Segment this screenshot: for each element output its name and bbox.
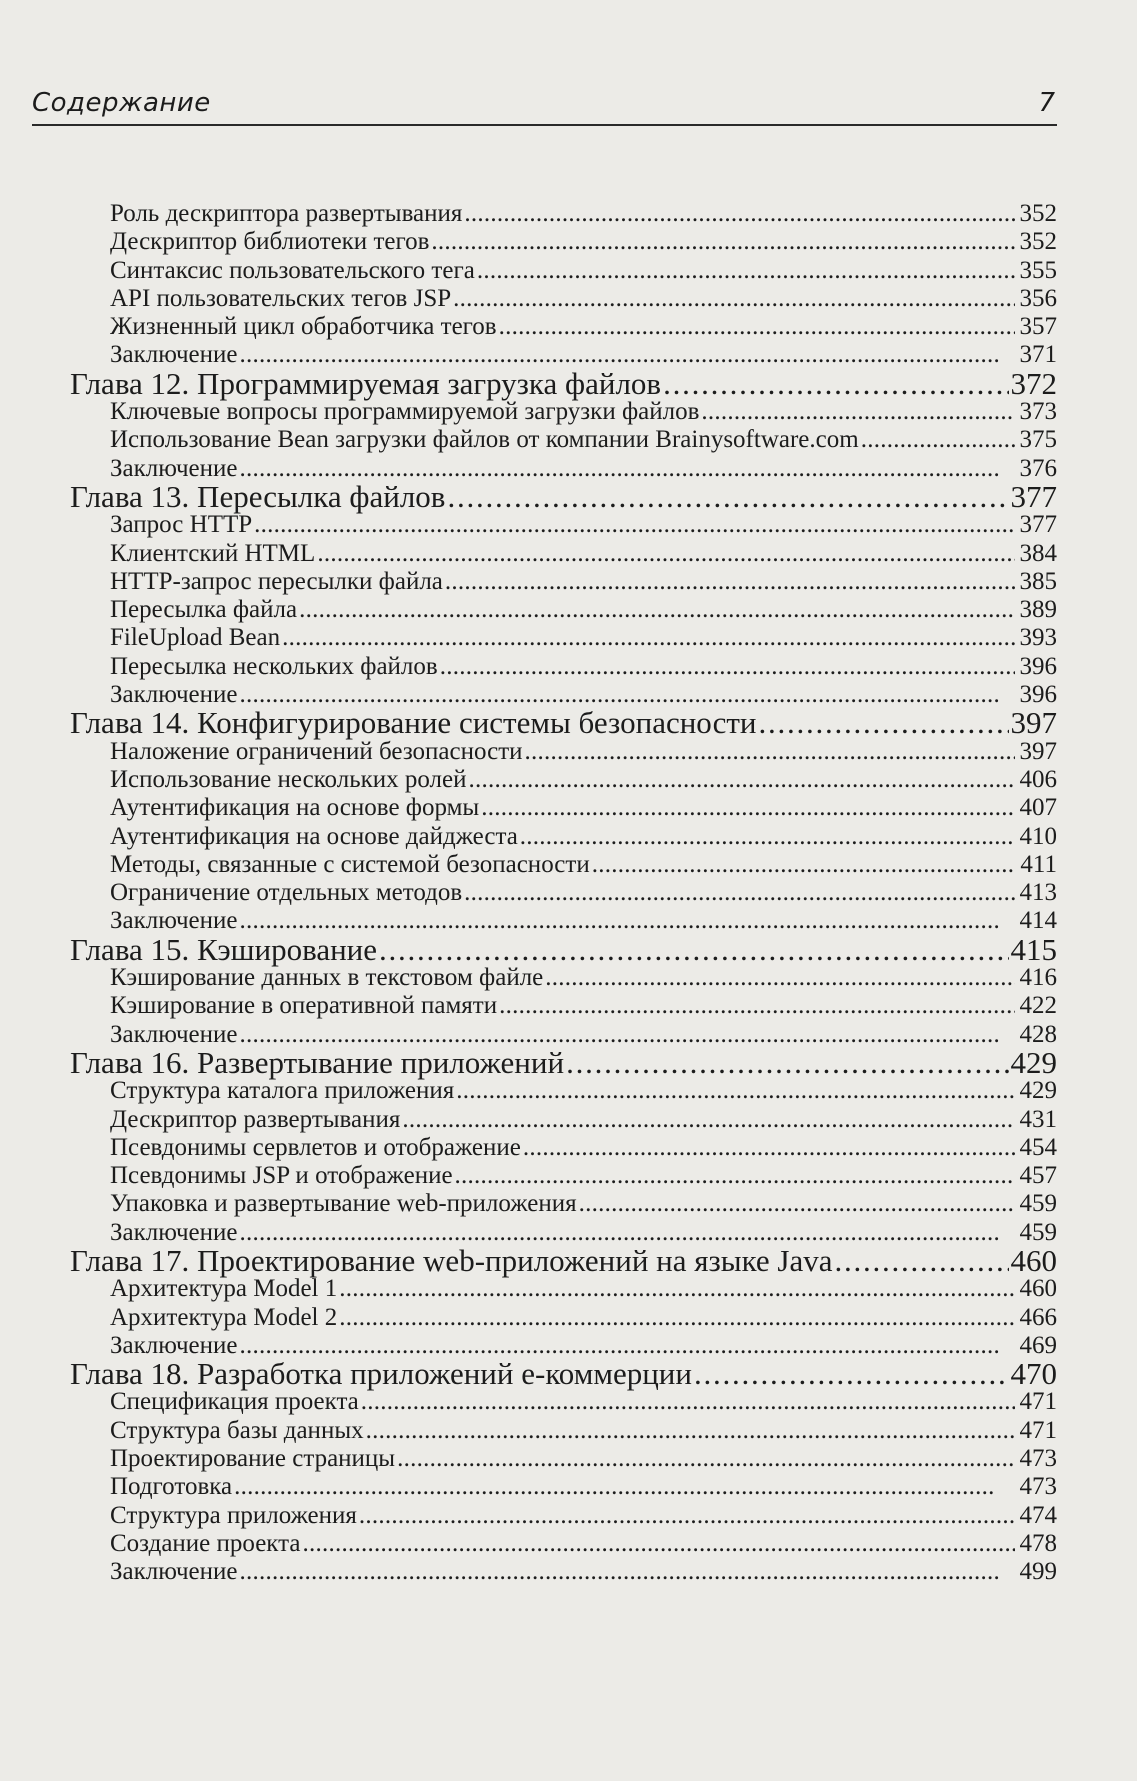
page-ref: 459 xyxy=(1019,1190,1057,1218)
toc-chapter-entry xyxy=(70,478,1057,514)
toc-section-entry xyxy=(70,257,1057,285)
toc-section-entry xyxy=(70,624,1057,652)
section-title: Заключение xyxy=(110,1558,238,1586)
dot-leader xyxy=(302,1530,1015,1558)
page-ref: 428 xyxy=(1019,1020,1057,1048)
dot-leader xyxy=(861,426,1015,454)
section-title: Структура приложения xyxy=(110,1501,357,1529)
dot-leader xyxy=(701,398,1015,426)
toc-section-entry xyxy=(70,1558,1057,1586)
section-title: Структура базы данных xyxy=(110,1416,364,1444)
toc-section-entry xyxy=(70,1388,1057,1416)
toc-section-entry xyxy=(70,794,1057,822)
section-title: API пользовательских тегов JSP xyxy=(110,284,452,312)
toc-chapter-entry xyxy=(70,365,1057,401)
dot-leader xyxy=(440,653,1015,681)
section-title: Аутентификация на основе формы xyxy=(110,794,480,822)
section-title: Заключение xyxy=(110,341,238,369)
toc-chapter-entry xyxy=(70,931,1057,967)
dot-leader xyxy=(545,964,1015,992)
page-ref: 422 xyxy=(1019,992,1057,1020)
dot-leader xyxy=(566,1049,1008,1077)
page-ref: 397 xyxy=(1010,705,1057,741)
toc-section-entry xyxy=(70,540,1057,568)
page-ref: 460 xyxy=(1019,1275,1057,1303)
running-title: Содержание xyxy=(32,88,211,118)
dot-leader xyxy=(520,823,1015,851)
dot-leader xyxy=(379,936,1008,964)
page-ref: 410 xyxy=(1019,822,1057,850)
toc-section-entry xyxy=(70,1530,1057,1558)
page-ref: 384 xyxy=(1019,539,1057,567)
dot-leader xyxy=(592,851,1015,879)
page-ref: 375 xyxy=(1019,426,1057,454)
page-ref: 393 xyxy=(1019,624,1057,652)
section-title: Ключевые вопросы программируемой загрузки файлов xyxy=(110,398,700,426)
page-ref: 352 xyxy=(1019,228,1057,256)
section-title: Заключение xyxy=(110,1218,238,1246)
page-ref: 471 xyxy=(1019,1416,1057,1444)
dot-leader xyxy=(361,1388,1015,1416)
dot-leader xyxy=(339,1304,1015,1332)
section-title: Использование нескольких ролей xyxy=(110,765,467,793)
toc-section-entry xyxy=(70,964,1057,992)
dot-leader xyxy=(455,1162,1015,1190)
toc-chapter-entry xyxy=(70,1242,1057,1278)
page-ref: 356 xyxy=(1019,284,1057,312)
toc-section-entry xyxy=(70,1275,1057,1303)
page-ref: 406 xyxy=(1019,765,1057,793)
dot-leader xyxy=(447,483,1008,511)
page-ref: 372 xyxy=(1010,365,1057,401)
toc-section-entry xyxy=(70,1106,1057,1134)
dot-leader xyxy=(299,596,1015,624)
section-title: Создание проекта xyxy=(110,1529,301,1557)
section-title: Ограничение отдельных методов xyxy=(110,879,463,907)
page-number: 7 xyxy=(1038,88,1055,118)
chapter-title: Глава 16. Развертывание приложений xyxy=(70,1044,565,1080)
page-ref: 357 xyxy=(1019,313,1057,341)
section-title: Заключение xyxy=(110,1331,238,1359)
toc-section-entry xyxy=(70,1473,1057,1501)
dot-leader xyxy=(469,766,1016,794)
page-ref: 499 xyxy=(1019,1558,1057,1586)
dot-leader xyxy=(397,1445,1015,1473)
toc-section-entry xyxy=(70,738,1057,766)
toc-section-entry xyxy=(70,653,1057,681)
page-ref: 478 xyxy=(1019,1529,1057,1557)
toc-section-entry xyxy=(70,200,1057,228)
chapter-title: Глава 12. Программируемая загрузка файлов xyxy=(70,365,662,401)
section-title: Аутентификация на основе дайджеста xyxy=(110,822,518,850)
page-ref: 459 xyxy=(1019,1218,1057,1246)
section-title: Пересылка нескольких файлов xyxy=(110,652,438,680)
dot-leader xyxy=(481,794,1015,822)
page-ref: 457 xyxy=(1019,1162,1057,1190)
dot-leader xyxy=(694,1360,1009,1388)
chapter-title: Глава 17. Проектирование web-приложений на языке Java xyxy=(70,1242,833,1278)
section-title: Кэширование данных в текстовом файле xyxy=(110,964,544,992)
page-ref: 385 xyxy=(1019,567,1057,595)
section-title: Проектирование страницы xyxy=(110,1445,396,1473)
section-title: Запрос HTTP xyxy=(110,511,253,539)
dot-leader xyxy=(339,1275,1015,1303)
page-ref: 415 xyxy=(1010,931,1057,967)
dot-leader xyxy=(234,1473,1015,1501)
dot-leader xyxy=(254,511,1015,539)
section-title: Псевдонимы сервлетов и отображение xyxy=(110,1133,521,1161)
dot-leader xyxy=(240,1558,1016,1586)
page-ref: 373 xyxy=(1019,398,1057,426)
page-ref: 469 xyxy=(1019,1331,1057,1359)
toc-section-entry xyxy=(70,596,1057,624)
page-ref: 474 xyxy=(1019,1501,1057,1529)
chapter-title: Глава 13. Пересылка файлов xyxy=(70,478,446,514)
section-title: Дескриптор библиотеки тегов xyxy=(110,228,430,256)
toc-section-entry xyxy=(70,1162,1057,1190)
dot-leader xyxy=(525,738,1015,766)
page-ref: 352 xyxy=(1019,200,1057,227)
toc-section-entry xyxy=(70,1190,1057,1218)
page-ref: 460 xyxy=(1010,1242,1057,1278)
section-title: Архитектура Model 1 xyxy=(110,1275,338,1303)
toc-section-entry xyxy=(70,1077,1057,1105)
section-title: Клиентский HTML xyxy=(110,539,316,567)
dot-leader xyxy=(402,1106,1015,1134)
toc-chapter-entry xyxy=(70,1044,1057,1080)
section-title: Заключение xyxy=(110,454,238,482)
dot-leader xyxy=(282,624,1015,652)
toc-chapter-entry xyxy=(70,1356,1057,1392)
dot-leader xyxy=(579,1190,1015,1218)
dot-leader xyxy=(663,370,1008,398)
page-ref: 454 xyxy=(1019,1133,1057,1161)
toc-section-entry xyxy=(70,1417,1057,1445)
dot-leader xyxy=(317,540,1015,568)
page-ref: 431 xyxy=(1019,1105,1057,1133)
toc-section-entry xyxy=(70,823,1057,851)
section-title: Использование Bean загрузки файлов от компании Brainysoftware.com xyxy=(110,426,859,454)
toc-section-entry xyxy=(70,879,1057,907)
page-ref: 396 xyxy=(1019,681,1057,709)
toc-section-entry xyxy=(70,398,1057,426)
page-ref: 396 xyxy=(1019,652,1057,680)
section-title: Наложение ограничений безопасности xyxy=(110,737,523,765)
dot-leader xyxy=(477,257,1015,285)
page-ref: 473 xyxy=(1019,1473,1057,1501)
toc-section-entry xyxy=(70,511,1057,539)
dot-leader xyxy=(366,1417,1015,1445)
page-ref: 414 xyxy=(1019,907,1057,935)
page-ref: 466 xyxy=(1019,1303,1057,1331)
page-ref: 413 xyxy=(1019,879,1057,907)
section-title: Спецификация проекта xyxy=(110,1388,359,1416)
toc-section-entry xyxy=(70,1134,1057,1162)
toc-section-entry xyxy=(70,313,1057,341)
running-header xyxy=(32,84,1057,126)
section-title: Методы, связанные с системой безопасности xyxy=(110,850,590,878)
chapter-title: Глава 18. Разработка приложений е-коммерции xyxy=(70,1356,692,1392)
section-title: Архитектура Model 2 xyxy=(110,1303,338,1331)
page-ref: 355 xyxy=(1019,256,1057,284)
page-ref: 376 xyxy=(1019,454,1057,482)
toc-section-entry xyxy=(70,1304,1057,1332)
section-title: Дескриптор развертывания xyxy=(110,1105,401,1133)
dot-leader xyxy=(445,568,1015,596)
table-of-contents xyxy=(70,200,1057,1587)
section-title: Заключение xyxy=(110,1020,238,1048)
page-ref: 371 xyxy=(1019,341,1057,369)
section-title: Псевдонимы JSP и отображение xyxy=(110,1162,453,1190)
section-title: Упаковка и развертывание web-приложения xyxy=(110,1190,577,1218)
section-title: Кэширование в оперативной памяти xyxy=(110,992,498,1020)
section-title: Пересылка файла xyxy=(110,596,298,624)
page-ref: 470 xyxy=(1010,1356,1057,1392)
dot-leader xyxy=(464,200,1015,228)
toc-section-entry xyxy=(70,766,1057,794)
page-ref: 377 xyxy=(1010,478,1057,514)
chapter-title: Глава 15. Кэширование xyxy=(70,931,378,967)
toc-section-entry xyxy=(70,285,1057,313)
page-ref: 397 xyxy=(1019,737,1057,765)
section-title: FileUpload Bean xyxy=(110,624,281,652)
dot-leader xyxy=(499,313,1015,341)
toc-section-entry xyxy=(70,992,1057,1020)
toc-section-entry xyxy=(70,851,1057,879)
page-ref: 389 xyxy=(1019,596,1057,624)
dot-leader xyxy=(499,992,1015,1020)
page-ref: 473 xyxy=(1019,1445,1057,1473)
section-title: Заключение xyxy=(110,907,238,935)
dot-leader xyxy=(464,879,1015,907)
toc-section-entry xyxy=(70,1502,1057,1530)
dot-leader xyxy=(835,1247,1009,1275)
toc-section-entry xyxy=(70,426,1057,454)
section-title: Синтаксис пользовательского тега xyxy=(110,256,475,284)
page-ref: 411 xyxy=(1020,850,1057,878)
toc-section-entry xyxy=(70,1445,1057,1473)
chapter-title: Глава 14. Конфигурирование системы безопасности xyxy=(70,705,757,741)
dot-leader xyxy=(456,1077,1015,1105)
section-title: Подготовка xyxy=(110,1473,233,1501)
dot-leader xyxy=(431,228,1015,256)
dot-leader xyxy=(359,1502,1015,1530)
page-ref: 416 xyxy=(1019,964,1057,992)
section-title: Структура каталога приложения xyxy=(110,1077,455,1105)
page-ref: 471 xyxy=(1019,1388,1057,1416)
page-ref: 429 xyxy=(1019,1077,1057,1105)
page-ref: 407 xyxy=(1019,794,1057,822)
dot-leader xyxy=(453,285,1015,313)
section-title: Роль дескриптора развертывания xyxy=(110,200,463,227)
toc-chapter-entry xyxy=(70,705,1057,741)
toc-section-entry xyxy=(70,568,1057,596)
page-ref: 377 xyxy=(1019,511,1057,539)
section-title: HTTP-запрос пересылки файла xyxy=(110,567,443,595)
section-title: Заключение xyxy=(110,681,238,709)
page-ref: 429 xyxy=(1010,1044,1057,1080)
dot-leader xyxy=(523,1134,1015,1162)
toc-section-entry xyxy=(70,228,1057,256)
section-title: Жизненный цикл обработчика тегов xyxy=(110,313,497,341)
dot-leader xyxy=(758,709,1008,737)
